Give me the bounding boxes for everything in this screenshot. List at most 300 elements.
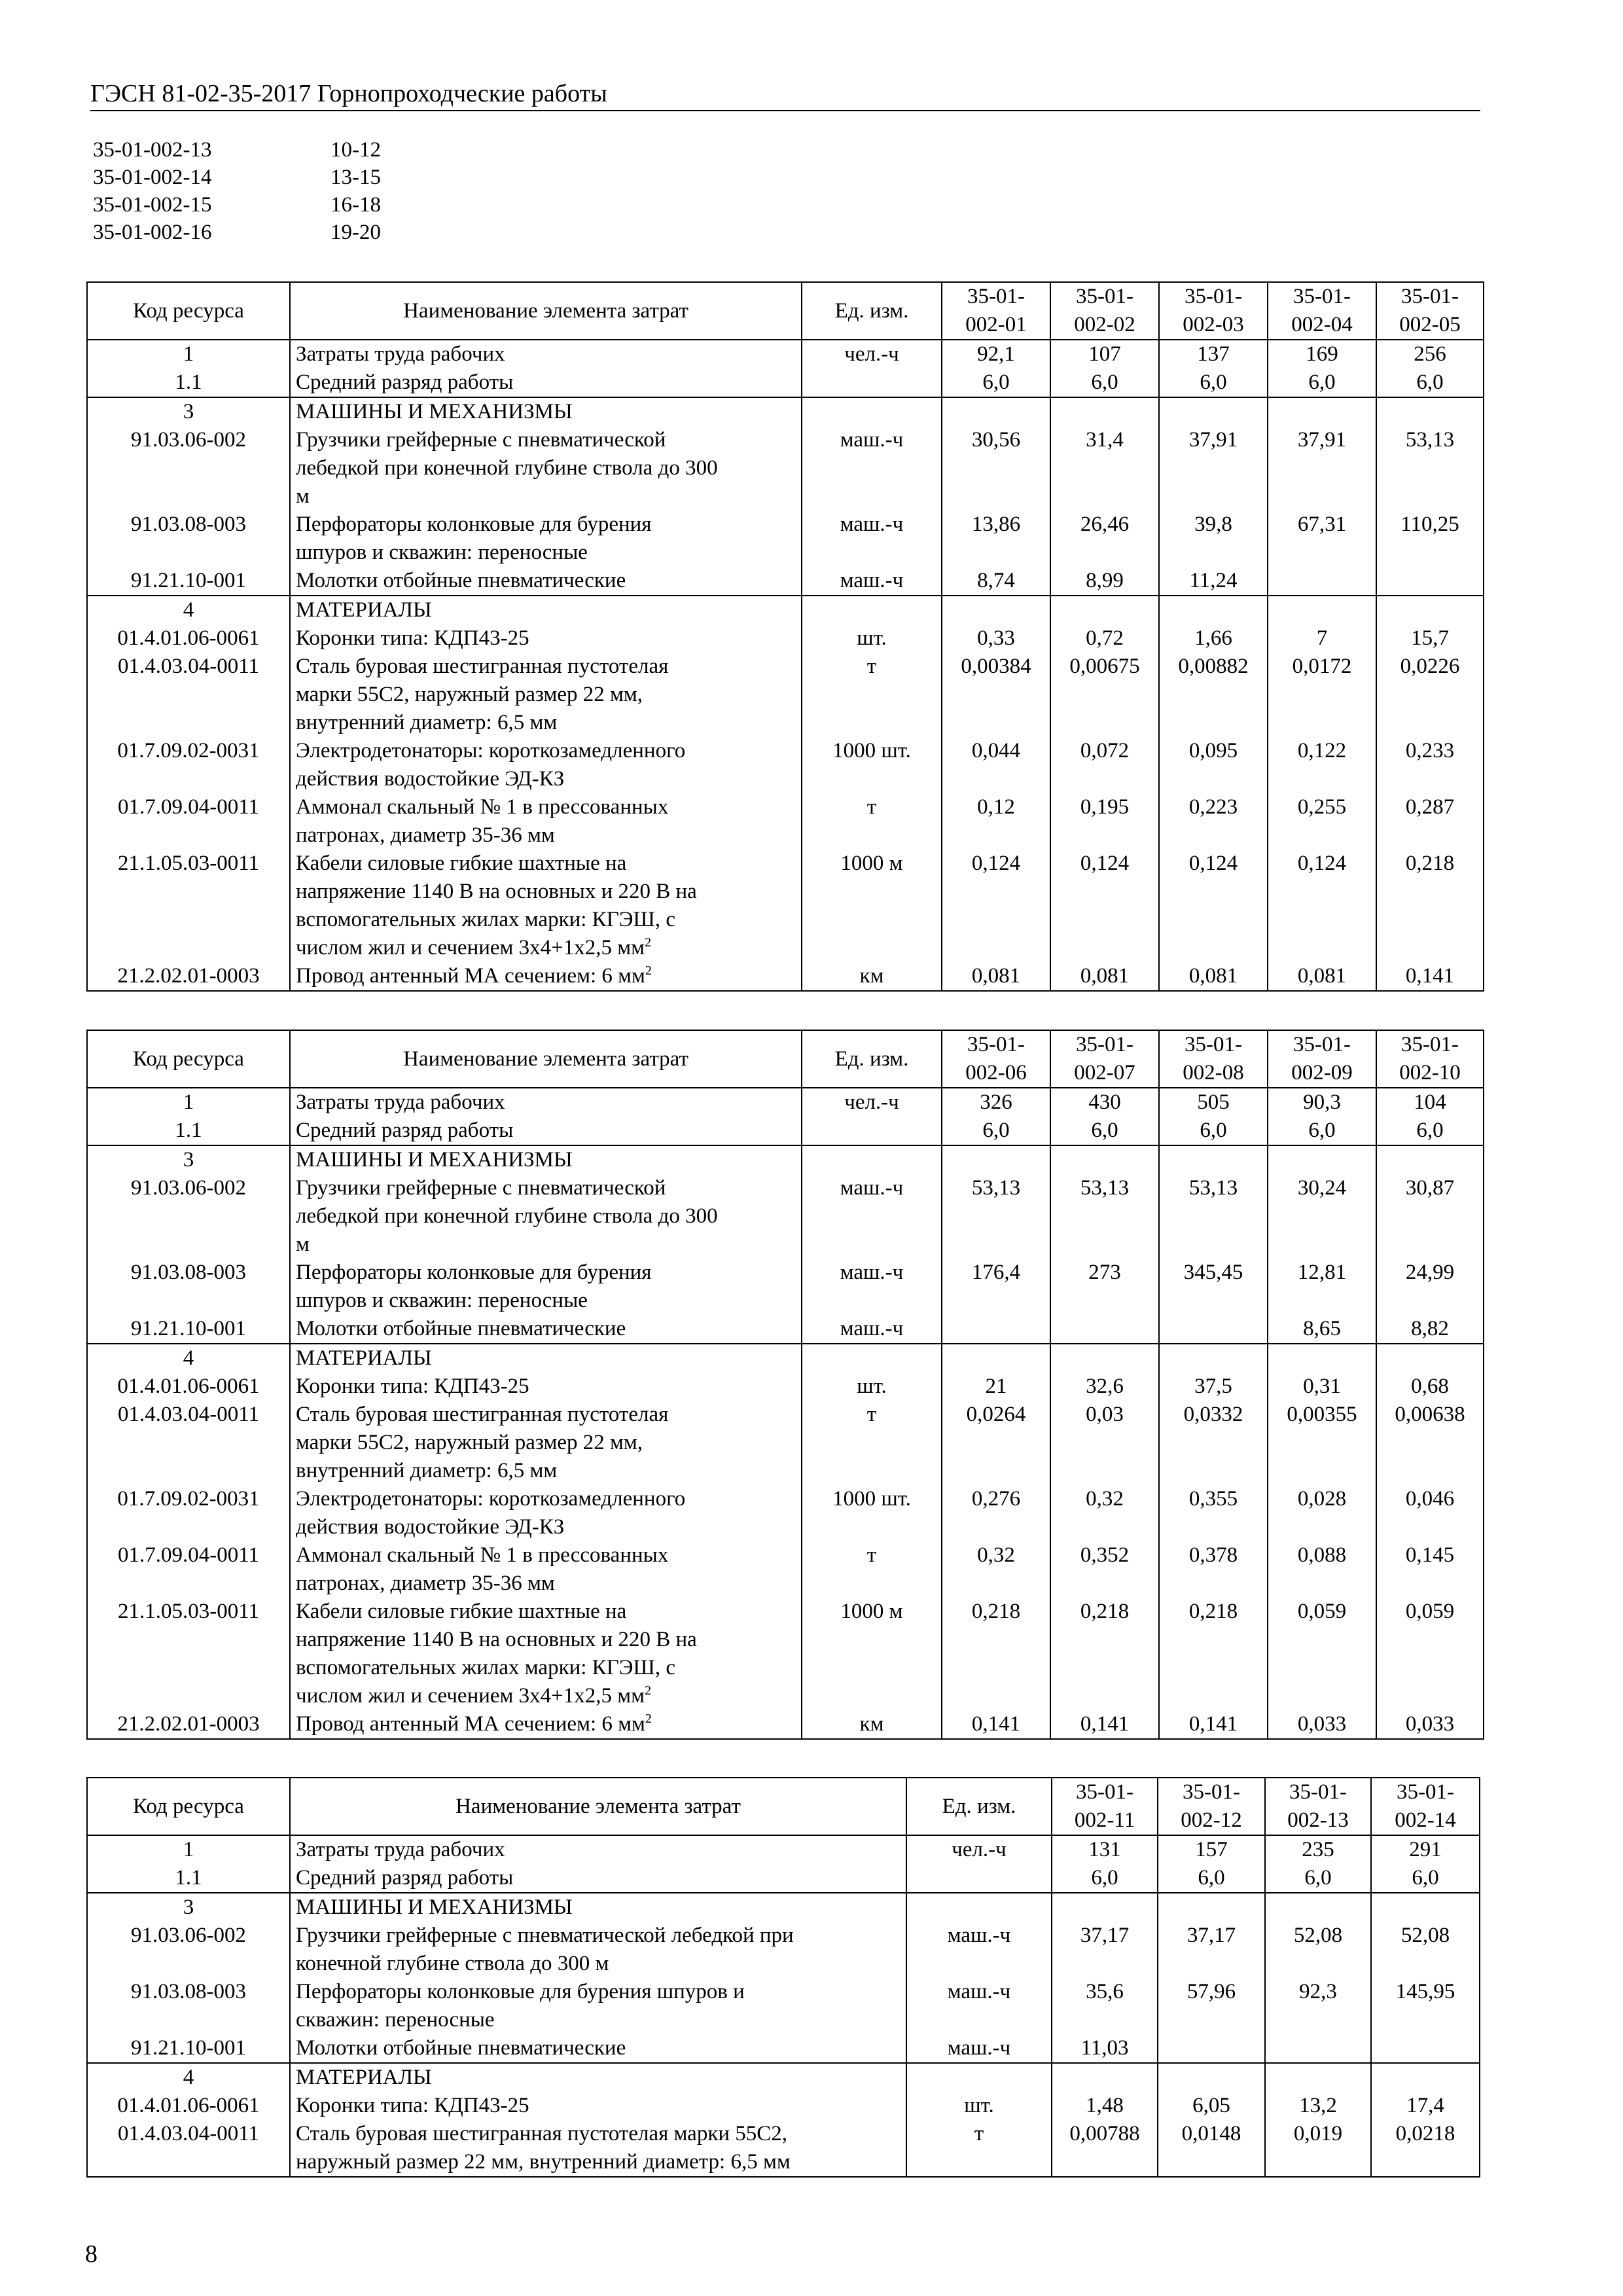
value-cell: 32,6 bbox=[1050, 1372, 1159, 1401]
value-cell: 137 bbox=[1159, 340, 1268, 368]
value-cell: 0,03 bbox=[1050, 1401, 1159, 1485]
value-cell: 0,081 bbox=[942, 962, 1050, 991]
value-cell: 6,05 bbox=[1158, 2092, 1265, 2120]
value-cell: 256 bbox=[1376, 340, 1484, 368]
table-body bbox=[87, 1088, 1484, 1739]
norm-code-line: 002-09 bbox=[1291, 1061, 1353, 1085]
value-cell bbox=[942, 1315, 1050, 1344]
unit bbox=[802, 397, 942, 426]
value-cell bbox=[1376, 567, 1484, 596]
value-cell: 24,99 bbox=[1376, 1259, 1484, 1315]
value-cell bbox=[1050, 1344, 1159, 1372]
value-cell: 0,141 bbox=[1050, 1710, 1159, 1739]
resource-name bbox=[290, 1145, 802, 1174]
value-cell: 0,124 bbox=[942, 850, 1050, 962]
value-cell: 0,223 bbox=[1159, 793, 1268, 850]
value-cell: 6,0 bbox=[1268, 1117, 1376, 1145]
resource-name bbox=[290, 1174, 802, 1259]
resource-code: 4 bbox=[87, 2063, 290, 2092]
name-line: Сталь буровая шестигранная пустотелая марки 55С2, bbox=[296, 2122, 788, 2145]
norm-code-line: 002-07 bbox=[1074, 1061, 1135, 1085]
value-cell bbox=[1268, 596, 1376, 624]
value-cell: 107 bbox=[1050, 340, 1159, 368]
norm-code-line: 35-01- bbox=[967, 1033, 1025, 1056]
norm-code-line: 35-01- bbox=[1289, 1780, 1347, 1804]
page-header bbox=[90, 77, 1480, 111]
value-cell: 0,287 bbox=[1376, 793, 1484, 850]
resource-name bbox=[290, 1259, 802, 1315]
name-line: Аммонал скальный № 1 в прессованных bbox=[296, 795, 669, 819]
name-line: внутренний диаметр: 6,5 мм bbox=[296, 711, 558, 734]
value-cell bbox=[1371, 2034, 1480, 2063]
value-cell: 31,4 bbox=[1050, 426, 1159, 511]
norm-code-line: 35-01- bbox=[1076, 285, 1133, 308]
resource-name bbox=[290, 1372, 802, 1401]
value-cell bbox=[1265, 2034, 1371, 2063]
code-list-code: 35-01-002-15 bbox=[93, 193, 212, 217]
code-list-row bbox=[93, 191, 381, 219]
value-cell: 0,12 bbox=[942, 793, 1050, 850]
table-row bbox=[87, 1893, 1480, 1922]
table-row bbox=[87, 1485, 1484, 1541]
resource-code: 91.03.08-003 bbox=[87, 1259, 290, 1315]
table-body bbox=[87, 1835, 1480, 2177]
unit bbox=[802, 596, 942, 624]
value-cell: 37,91 bbox=[1159, 426, 1268, 511]
norm-code-line: 35-01- bbox=[1076, 1033, 1133, 1056]
resource-code: 1 bbox=[87, 1835, 290, 1864]
value-cell: 0,352 bbox=[1050, 1541, 1159, 1598]
code-list-row bbox=[93, 164, 381, 191]
table-row bbox=[87, 1864, 1480, 1893]
name-line: Сталь буровая шестигранная пустотелая bbox=[296, 655, 669, 678]
name-line: числом жил и сечением 3х4+1х2,5 $мм^2$ bbox=[296, 1683, 652, 1708]
resource-name bbox=[290, 2063, 906, 2092]
superscript: 2 bbox=[645, 963, 652, 978]
value-cell bbox=[1159, 397, 1268, 426]
header-norm-code bbox=[1050, 1030, 1159, 1088]
resource-code: 1.1 bbox=[87, 368, 290, 397]
value-cell: 430 bbox=[1050, 1088, 1159, 1117]
table-row bbox=[87, 1541, 1484, 1598]
header-row bbox=[87, 1778, 1480, 1835]
norm-code-line: 35-01- bbox=[1185, 1033, 1242, 1056]
value-cell: 0,00788 bbox=[1052, 2120, 1158, 2177]
resource-code: 01.4.01.06-0061 bbox=[87, 1372, 290, 1401]
header-code: Код ресурса bbox=[87, 1778, 290, 1835]
norm-code-line: 002-13 bbox=[1287, 1808, 1349, 1832]
table-row bbox=[87, 1344, 1484, 1372]
value-cell bbox=[1159, 1344, 1268, 1372]
header-code: Код ресурса bbox=[87, 1030, 290, 1088]
unit bbox=[906, 1893, 1052, 1922]
resource-code: 1 bbox=[87, 340, 290, 368]
value-cell: 0,233 bbox=[1376, 737, 1484, 793]
value-cell: 0,033 bbox=[1268, 1710, 1376, 1739]
table-row bbox=[87, 1710, 1484, 1739]
name-line: МАТЕРИАЛЫ bbox=[296, 1346, 432, 1370]
value-cell bbox=[1376, 596, 1484, 624]
value-cell: 92,1 bbox=[942, 340, 1050, 368]
header-norm-code bbox=[1268, 282, 1376, 340]
code-list-code: 35-01-002-14 bbox=[93, 166, 212, 189]
value-cell: 53,13 bbox=[942, 1174, 1050, 1259]
value-cell: 0,0332 bbox=[1159, 1401, 1268, 1485]
name-line: Молотки отбойные пневматические bbox=[296, 569, 626, 592]
document-title: ГЭСН 81-02-35-2017 Горнопроходческие работы bbox=[90, 80, 607, 107]
header-unit: Ед. изм. bbox=[802, 1030, 942, 1088]
header-name: Наименование элемента затрат bbox=[290, 282, 802, 340]
unit: чел.-ч bbox=[906, 1835, 1052, 1864]
norm-code-line: 002-11 bbox=[1074, 1808, 1135, 1832]
value-cell bbox=[1159, 1145, 1268, 1174]
value-cell: 30,87 bbox=[1376, 1174, 1484, 1259]
header-norm-code bbox=[942, 282, 1050, 340]
value-cell: 104 bbox=[1376, 1088, 1484, 1117]
unit: 1000 м bbox=[802, 1598, 942, 1710]
value-cell: 0,32 bbox=[1050, 1485, 1159, 1541]
code-list-range: 10-12 bbox=[330, 138, 381, 162]
value-cell: 0,32 bbox=[942, 1541, 1050, 1598]
table-row bbox=[87, 1088, 1484, 1117]
name-line: Затраты труда рабочих bbox=[296, 1838, 505, 1861]
value-cell bbox=[1158, 1893, 1265, 1922]
name-line: наружный размер 22 мм, внутренний диаметр: 6,5 мм bbox=[296, 2150, 791, 2174]
table-header bbox=[87, 1778, 1480, 1835]
header-unit: Ед. изм. bbox=[906, 1778, 1052, 1835]
value-cell bbox=[1265, 1893, 1371, 1922]
unit: т bbox=[802, 793, 942, 850]
name-line: числом жил и сечением 3х4+1х2,5 $мм^2$ bbox=[296, 935, 652, 960]
name-line: Молотки отбойные пневматические bbox=[296, 1317, 626, 1340]
value-cell: 13,2 bbox=[1265, 2092, 1371, 2120]
value-cell: 0,00675 bbox=[1050, 653, 1159, 737]
code-list-range: 16-18 bbox=[330, 193, 381, 217]
resource-name bbox=[290, 1088, 802, 1117]
value-cell: 0,218 bbox=[1050, 1598, 1159, 1710]
value-cell: 35,6 bbox=[1052, 1978, 1158, 2034]
header-norm-code bbox=[1371, 1778, 1480, 1835]
resource-name bbox=[290, 653, 802, 737]
code-list-range: 19-20 bbox=[330, 221, 381, 244]
name-line: Средний разряд работы bbox=[296, 1866, 514, 1890]
value-cell: 8,74 bbox=[942, 567, 1050, 596]
resource-name bbox=[290, 850, 802, 962]
value-cell bbox=[1371, 2063, 1480, 2092]
name-line: Затраты труда рабочих bbox=[296, 342, 505, 366]
table-row bbox=[87, 340, 1484, 368]
value-cell: 0,33 bbox=[942, 624, 1050, 653]
norm-code-line: 35-01- bbox=[1185, 285, 1242, 308]
resource-code: 01.7.09.02-0031 bbox=[87, 737, 290, 793]
resource-name bbox=[290, 737, 802, 793]
value-cell bbox=[1371, 1893, 1480, 1922]
value-cell: 0,059 bbox=[1376, 1598, 1484, 1710]
value-cell: 0,0218 bbox=[1371, 2120, 1480, 2177]
value-cell: 0,046 bbox=[1376, 1485, 1484, 1541]
value-cell: 345,45 bbox=[1159, 1259, 1268, 1315]
header-norm-code bbox=[1159, 282, 1268, 340]
name-line: патронах, диаметр 35-36 мм bbox=[296, 823, 555, 847]
value-cell: 291 bbox=[1371, 1835, 1480, 1864]
value-cell: 30,24 bbox=[1268, 1174, 1376, 1259]
name-line: шпуров и скважин: переносные bbox=[296, 541, 588, 564]
table-row bbox=[87, 1922, 1480, 1978]
name-line: Коронки типа: КДП43-25 bbox=[296, 626, 529, 650]
value-cell: 53,13 bbox=[1159, 1174, 1268, 1259]
value-cell: 11,24 bbox=[1159, 567, 1268, 596]
resource-code: 21.2.02.01-0003 bbox=[87, 1710, 290, 1739]
value-cell bbox=[942, 1145, 1050, 1174]
value-cell: 57,96 bbox=[1158, 1978, 1265, 2034]
norm-code-line: 35-01- bbox=[1397, 1780, 1454, 1804]
code-list-code: 35-01-002-16 bbox=[93, 221, 212, 244]
value-cell: 0,0226 bbox=[1376, 653, 1484, 737]
value-cell: 8,82 bbox=[1376, 1315, 1484, 1344]
value-cell: 6,0 bbox=[1371, 1864, 1480, 1893]
value-cell: 6,0 bbox=[1159, 368, 1268, 397]
unit bbox=[802, 1117, 942, 1145]
unit: маш.-ч bbox=[802, 1259, 942, 1315]
value-cell: 110,25 bbox=[1376, 511, 1484, 567]
table-row bbox=[87, 1372, 1484, 1401]
name-line: марки 55С2, наружный размер 22 мм, bbox=[296, 683, 643, 706]
value-cell: 0,059 bbox=[1268, 1598, 1376, 1710]
value-cell: 0,218 bbox=[1376, 850, 1484, 962]
name-line: внутренний диаметр: 6,5 мм bbox=[296, 1459, 558, 1482]
resource-code: 91.21.10-001 bbox=[87, 567, 290, 596]
table-row bbox=[87, 1598, 1484, 1710]
value-cell: 0,033 bbox=[1376, 1710, 1484, 1739]
unit: шт. bbox=[906, 2092, 1052, 2120]
resource-name bbox=[290, 596, 802, 624]
norm-code-line: 35-01- bbox=[1293, 1033, 1351, 1056]
value-cell: 0,72 bbox=[1050, 624, 1159, 653]
name-line: Аммонал скальный № 1 в прессованных bbox=[296, 1543, 669, 1567]
unit: т bbox=[906, 2120, 1052, 2177]
value-cell: 0,081 bbox=[1159, 962, 1268, 991]
header-norm-code bbox=[1376, 1030, 1484, 1088]
resource-code: 4 bbox=[87, 1344, 290, 1372]
resource-name bbox=[290, 511, 802, 567]
norm-code-line: 002-06 bbox=[965, 1061, 1027, 1085]
value-cell bbox=[1050, 397, 1159, 426]
value-cell bbox=[1268, 1344, 1376, 1372]
resource-name bbox=[290, 1710, 802, 1739]
name-line: Грузчики грейферные с пневматической лебедкой при bbox=[296, 1924, 794, 1947]
value-cell: 13,86 bbox=[942, 511, 1050, 567]
name-line: Коронки типа: КДП43-25 bbox=[296, 2094, 529, 2117]
value-cell: 0,0148 bbox=[1158, 2120, 1265, 2177]
value-cell: 6,0 bbox=[1050, 1117, 1159, 1145]
resource-name bbox=[290, 1893, 906, 1922]
resource-code: 01.7.09.02-0031 bbox=[87, 1485, 290, 1541]
value-cell: 0,141 bbox=[1159, 1710, 1268, 1739]
resource-name bbox=[290, 1117, 802, 1145]
name-line: Перфораторы колонковые для бурения bbox=[296, 512, 652, 536]
resource-name bbox=[290, 962, 802, 991]
value-cell: 0,276 bbox=[942, 1485, 1050, 1541]
value-cell: 37,5 bbox=[1159, 1372, 1268, 1401]
unit: шт. bbox=[802, 1372, 942, 1401]
value-cell: 0,0172 bbox=[1268, 653, 1376, 737]
unit: маш.-ч bbox=[906, 1978, 1052, 2034]
value-cell bbox=[1050, 1315, 1159, 1344]
unit: км bbox=[802, 962, 942, 991]
name-line: МАТЕРИАЛЫ bbox=[296, 2066, 432, 2089]
table-row bbox=[87, 737, 1484, 793]
resource-name bbox=[290, 2092, 906, 2120]
unit: маш.-ч bbox=[906, 2034, 1052, 2063]
value-cell: 0,0264 bbox=[942, 1401, 1050, 1485]
header-norm-code bbox=[1158, 1778, 1265, 1835]
name-line: Средний разряд работы bbox=[296, 1119, 514, 1142]
header-norm-code bbox=[1052, 1778, 1158, 1835]
value-cell: 131 bbox=[1052, 1835, 1158, 1864]
table-row bbox=[87, 2034, 1480, 2063]
norm-code-line: 35-01- bbox=[1401, 1033, 1459, 1056]
value-cell: 30,56 bbox=[942, 426, 1050, 511]
name-line: МАТЕРИАЛЫ bbox=[296, 598, 432, 622]
value-cell bbox=[1052, 2063, 1158, 2092]
unit: чел.-ч bbox=[802, 340, 942, 368]
table-row bbox=[87, 793, 1484, 850]
table-row bbox=[87, 1401, 1484, 1485]
value-cell: 6,0 bbox=[1050, 368, 1159, 397]
norm-code-line: 35-01- bbox=[1076, 1780, 1133, 1804]
value-cell bbox=[1376, 1344, 1484, 1372]
header-unit: Ед. изм. bbox=[802, 282, 942, 340]
name-line: Грузчики грейферные с пневматической bbox=[296, 1176, 666, 1200]
resource-code: 91.03.06-002 bbox=[87, 1922, 290, 1978]
resource-code: 01.4.01.06-0061 bbox=[87, 624, 290, 653]
name-line: Электродетонаторы: короткозамедленного bbox=[296, 1487, 686, 1511]
value-cell: 67,31 bbox=[1268, 511, 1376, 567]
value-cell bbox=[1268, 397, 1376, 426]
unit bbox=[906, 1864, 1052, 1893]
unit bbox=[906, 2063, 1052, 2092]
value-cell: 273 bbox=[1050, 1259, 1159, 1315]
value-cell: 0,141 bbox=[942, 1710, 1050, 1739]
unit bbox=[802, 368, 942, 397]
resource-name bbox=[290, 1541, 802, 1598]
value-cell: 6,0 bbox=[1265, 1864, 1371, 1893]
resource-code: 01.4.03.04-0011 bbox=[87, 2120, 290, 2177]
name-line: действия водостойкие ЭД-КЗ bbox=[296, 767, 565, 791]
value-cell bbox=[1158, 2063, 1265, 2092]
header-norm-code bbox=[1376, 282, 1484, 340]
name-line: лебедкой при конечной глубине ствола до 300 bbox=[296, 1204, 718, 1228]
name-line: МАШИНЫ И МЕХАНИЗМЫ bbox=[296, 400, 573, 423]
resource-name bbox=[290, 1835, 906, 1864]
value-cell: 6,0 bbox=[942, 1117, 1050, 1145]
name-line: Сталь буровая шестигранная пустотелая bbox=[296, 1403, 669, 1426]
table-row bbox=[87, 962, 1484, 991]
value-cell: 0,218 bbox=[942, 1598, 1050, 1710]
name-line: Средний разряд работы bbox=[296, 370, 514, 394]
value-cell: 0,00882 bbox=[1159, 653, 1268, 737]
resource-code: 21.1.05.03-0011 bbox=[87, 850, 290, 962]
value-cell: 39,8 bbox=[1159, 511, 1268, 567]
value-cell: 0,00638 bbox=[1376, 1401, 1484, 1485]
table-row bbox=[87, 567, 1484, 596]
table-row bbox=[87, 1145, 1484, 1174]
unit: т bbox=[802, 1541, 942, 1598]
name-line: Затраты труда рабочих bbox=[296, 1090, 505, 1114]
value-cell: 1,48 bbox=[1052, 2092, 1158, 2120]
value-cell bbox=[1158, 2034, 1265, 2063]
resource-name bbox=[290, 2120, 906, 2177]
name-line: лебедкой при конечной глубине ствола до 300 bbox=[296, 456, 718, 480]
resource-code: 91.21.10-001 bbox=[87, 2034, 290, 2063]
header-name: Наименование элемента затрат bbox=[290, 1778, 906, 1835]
value-cell: 176,4 bbox=[942, 1259, 1050, 1315]
resource-code: 1 bbox=[87, 1088, 290, 1117]
resource-code: 01.4.03.04-0011 bbox=[87, 653, 290, 737]
value-cell: 157 bbox=[1158, 1835, 1265, 1864]
resource-name bbox=[290, 1598, 802, 1710]
norm-table-1 bbox=[86, 281, 1484, 992]
value-cell: 0,68 bbox=[1376, 1372, 1484, 1401]
resource-code: 21.2.02.01-0003 bbox=[87, 962, 290, 991]
value-cell: 26,46 bbox=[1050, 511, 1159, 567]
unit: 1000 шт. bbox=[802, 1485, 942, 1541]
value-cell: 17,4 bbox=[1371, 2092, 1480, 2120]
value-cell: 52,08 bbox=[1265, 1922, 1371, 1978]
name-line: МАШИНЫ И МЕХАНИЗМЫ bbox=[296, 1895, 573, 1919]
value-cell: 11,03 bbox=[1052, 2034, 1158, 2063]
value-cell: 0,124 bbox=[1050, 850, 1159, 962]
resource-name bbox=[290, 397, 802, 426]
header-code: Код ресурса bbox=[87, 282, 290, 340]
value-cell: 145,95 bbox=[1371, 1978, 1480, 2034]
unit: 1000 м bbox=[802, 850, 942, 962]
norm-code-line: 35-01- bbox=[1293, 285, 1351, 308]
resource-name bbox=[290, 1922, 906, 1978]
resource-code: 3 bbox=[87, 397, 290, 426]
resource-code: 91.21.10-001 bbox=[87, 1315, 290, 1344]
table-row bbox=[87, 1117, 1484, 1145]
norm-code-line: 002-03 bbox=[1183, 313, 1244, 336]
resource-name bbox=[290, 1485, 802, 1541]
norm-code-line: 002-01 bbox=[965, 313, 1027, 336]
resource-code: 21.1.05.03-0011 bbox=[87, 1598, 290, 1710]
superscript: 2 bbox=[645, 1683, 652, 1698]
norm-code-line: 002-02 bbox=[1074, 313, 1135, 336]
value-cell: 0,081 bbox=[1050, 962, 1159, 991]
unit: км bbox=[802, 1710, 942, 1739]
resource-name bbox=[290, 567, 802, 596]
value-cell: 6,0 bbox=[1159, 1117, 1268, 1145]
resource-name bbox=[290, 2034, 906, 2063]
value-cell: 0,218 bbox=[1159, 1598, 1268, 1710]
superscript: 2 bbox=[645, 1712, 652, 1726]
table-row bbox=[87, 624, 1484, 653]
resource-name bbox=[290, 426, 802, 511]
resource-code: 3 bbox=[87, 1145, 290, 1174]
value-cell bbox=[1265, 2063, 1371, 2092]
table-row bbox=[87, 596, 1484, 624]
value-cell bbox=[942, 596, 1050, 624]
value-cell: 0,31 bbox=[1268, 1372, 1376, 1401]
value-cell: 1,66 bbox=[1159, 624, 1268, 653]
name-line: шпуров и скважин: переносные bbox=[296, 1289, 588, 1312]
table-row bbox=[87, 2063, 1480, 2092]
name-line: Электродетонаторы: короткозамедленного bbox=[296, 739, 686, 762]
value-cell: 0,124 bbox=[1159, 850, 1268, 962]
unit: маш.-ч bbox=[802, 567, 942, 596]
unit bbox=[802, 1145, 942, 1174]
